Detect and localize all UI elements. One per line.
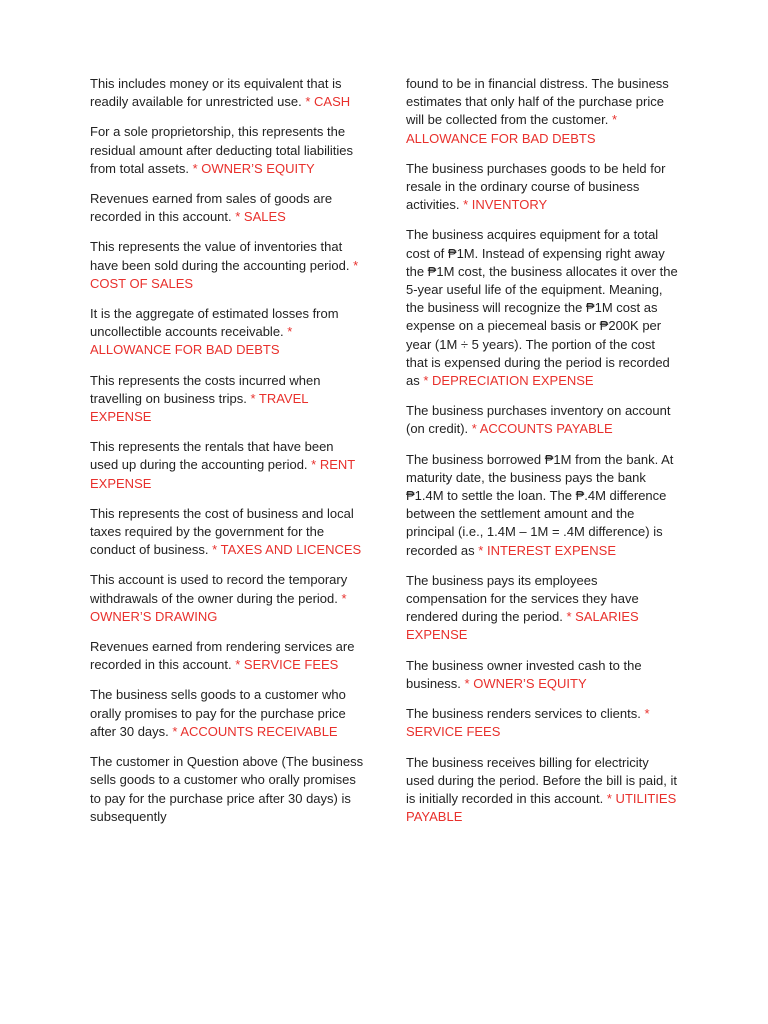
question-text: The business receives billing for electricity used during the period. Before the bill is paid, it is initially recorded in this account. bbox=[406, 754, 678, 806]
qa-item bbox=[90, 372, 365, 427]
qa-item bbox=[406, 451, 678, 560]
question-text: The customer in Question above (The business sells goods to a customer who orally promises to pay for the purchase price after 30 days) is subsequently bbox=[90, 754, 364, 824]
qa-item bbox=[90, 123, 365, 178]
qa-item bbox=[90, 571, 365, 626]
question-text: The business owner invested cash to the business. bbox=[406, 657, 642, 691]
question-text: It is the aggregate of estimated losses from uncollectible accounts receivable. bbox=[90, 306, 339, 340]
answer-text: * ACCOUNTS RECEIVABLE bbox=[172, 723, 338, 739]
answer-text: * COST OF SALES bbox=[90, 257, 359, 291]
question-text: The business purchases goods to be held for resale in the ordinary course of business activities. bbox=[406, 160, 666, 213]
question-text: The business purchases inventory on account (on credit). bbox=[406, 403, 671, 437]
qa-item bbox=[90, 238, 365, 293]
left-column bbox=[90, 75, 365, 838]
qa-item bbox=[406, 572, 678, 645]
qa-item bbox=[90, 305, 365, 360]
answer-text: * OWNER’S EQUITY bbox=[464, 675, 587, 691]
qa-item bbox=[90, 190, 365, 226]
answer-text: * DEPRECIATION EXPENSE bbox=[423, 373, 594, 389]
answer-text: * SERVICE FEES bbox=[406, 706, 650, 740]
qa-item bbox=[90, 638, 365, 674]
answer-text: * OWNER’S EQUITY bbox=[192, 160, 315, 176]
question-text: For a sole proprietorship, this represents the residual amount after deducting total liabilities from total assets. bbox=[90, 124, 354, 176]
answer-text: * SERVICE FEES bbox=[235, 657, 339, 673]
answer-text: * INVENTORY bbox=[463, 197, 548, 213]
question-text: This represents the cost of business and local taxes required by the government for the conduct of business. bbox=[90, 505, 354, 558]
question-text: The business acquires equipment for a total cost of ₱1M. Instead of expensing right away the ₱1M cost, the business allocates it over the 5-year useful life of the equipment. Meaning, the business will recognize the ₱1M cost as expense on a piecemeal basis or ₱200K per year (1M ÷ 5 years). The portion of the cost that is expensed during the period is recorded as bbox=[406, 227, 678, 389]
answer-text: * INTEREST EXPENSE bbox=[478, 542, 617, 558]
question-text: The business sells goods to a customer who orally promises to pay for the purchase price after 30 days. bbox=[90, 687, 346, 739]
qa-item bbox=[406, 160, 678, 215]
right-column bbox=[406, 75, 678, 838]
qa-item bbox=[406, 75, 678, 148]
answer-text: * RENT EXPENSE bbox=[90, 457, 355, 491]
answer-text: * CASH bbox=[305, 94, 351, 110]
question-text: This represents the costs incurred when travelling on business trips. bbox=[90, 372, 321, 406]
question-text: This includes money or its equivalent that is readily available for unrestricted use. bbox=[90, 76, 342, 110]
qa-item bbox=[406, 402, 678, 438]
question-text: The business borrowed ₱1M from the bank. At maturity date, the business pays the bank ₱1.4M to settle the loan. The ₱.4M difference between the settlement amount and the principal (i.e., 1.4M – 1M = .4M difference) is recorded as bbox=[406, 451, 674, 558]
answer-text: * ACCOUNTS PAYABLE bbox=[471, 421, 613, 437]
answer-text: * TAXES AND LICENCES bbox=[212, 542, 362, 558]
qa-item bbox=[90, 438, 365, 493]
question-text: This represents the value of inventories that have been sold during the accounting period. bbox=[90, 239, 350, 273]
answer-text: * UTILITIES PAYABLE bbox=[406, 790, 677, 825]
qa-item bbox=[406, 226, 678, 390]
question-text: The business renders services to clients. bbox=[406, 706, 641, 722]
qa-item bbox=[90, 505, 365, 560]
question-text: Revenues earned from rendering services are recorded in this account. bbox=[90, 639, 355, 673]
answer-text: * TRAVEL EXPENSE bbox=[90, 390, 308, 425]
question-text: The business pays its employees compensation for the services they have rendered during the period. bbox=[406, 572, 639, 625]
question-text: This account is used to record the temporary withdrawals of the owner during the period. bbox=[90, 572, 348, 606]
qa-item bbox=[406, 657, 678, 693]
answer-text: * SALARIES EXPENSE bbox=[406, 609, 639, 643]
question-text: This represents the rentals that have been used up during the accounting period. bbox=[90, 439, 334, 473]
question-text: Revenues earned from sales of goods are recorded in this account. bbox=[90, 191, 333, 225]
answer-text: * SALES bbox=[235, 209, 286, 225]
qa-item bbox=[90, 753, 365, 826]
answer-text: * ALLOWANCE FOR BAD DEBTS bbox=[90, 324, 293, 358]
qa-item bbox=[406, 754, 678, 827]
question-text: found to be in financial distress. The business estimates that only half of the purchase price will be collected from the customer. bbox=[406, 76, 669, 128]
answer-text: * OWNER’S DRAWING bbox=[90, 590, 347, 624]
qa-item bbox=[406, 705, 678, 741]
qa-item bbox=[90, 75, 365, 111]
answer-text: * ALLOWANCE FOR BAD DEBTS bbox=[406, 112, 617, 146]
qa-item bbox=[90, 686, 365, 741]
